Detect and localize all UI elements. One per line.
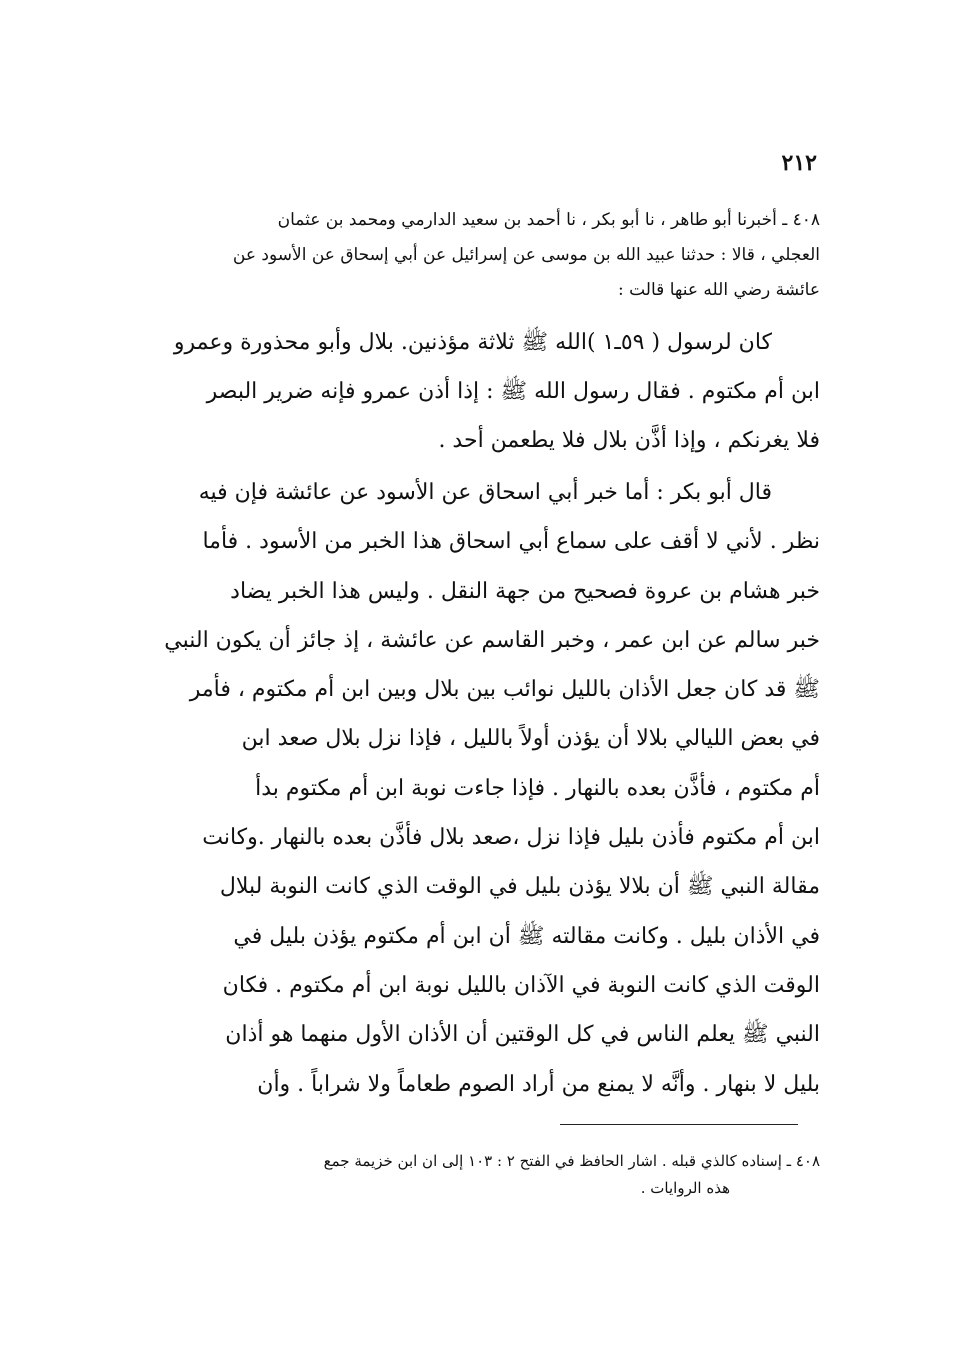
footnote-line: هذه الروايات . — [640, 1179, 730, 1197]
commentary-line: نظر . لأني لا أقف على سماع أبي اسحاق هذا الخبر من الأسود . فأما — [202, 529, 820, 555]
isnad-line: ٤٠٨ ـ أخبرنا أبو طاهر ، نا أبو بكر ، نا أحمد بن سعيد الدارمي ومحمد بن عثمان — [277, 210, 820, 230]
matn-line: ابن أم مكتوم . فقال رسول الله ﷺ : إذا أذن عمرو فإنه ضرير البصر — [206, 379, 820, 404]
matn-line: كان لرسول ( ٥٩ـ١ )الله ﷺ ثلاثة مؤذنين. بلال وأبو محذورة وعمرو — [173, 330, 772, 355]
commentary-line: في بعض الليالي بلالا أن يؤذن أولاً بالليل ، فإذا نزل بلال صعد ابن — [241, 726, 820, 752]
page-number: ٢١٢ — [781, 150, 817, 176]
commentary-line: خبر هشام بن عروة فصحيح من جهة النقل . وليس هذا الخبر يضاد — [230, 578, 820, 604]
commentary-line: قال أبو بكر : أما خبر أبي اسحاق عن الأسود عن عائشة فإن فيه — [198, 480, 772, 505]
commentary-line: بليل لا بنهار . وأنَّه لا يمنع من أراد الصوم طعاماً ولا شراباً . وأن — [257, 1071, 820, 1097]
hadith-chain-of-narration — [140, 203, 820, 308]
hadith-text — [140, 318, 820, 465]
matn-line: فلا يغرنكم ، وإذا أذَّن بلال فلا يطعمن أحد . — [438, 428, 820, 453]
commentary-line: ابن أم مكتوم فأذن بليل فإذا نزل ،صعد بلال فأذَّن بعده بالنهار .وكانت — [202, 825, 820, 851]
isnad-line: العجلي ، قالا : حدثنا عبيد الله بن موسى عن إسرائيل عن أبي إسحاق عن الأسود عن — [232, 245, 820, 265]
commentary-line: النبي ﷺ يعلم الناس في كل الوقتين أن الأذان الأول منهما هو أذان — [225, 1022, 820, 1048]
commentary-line: مقالة النبي ﷺ أن بلالا يؤذن بليل في الوقت الذي كانت النوبة لبلال — [219, 874, 820, 900]
commentary-line: الوقت الذي كانت النوبة في الآذان بالليل نوبة ابن أم مكتوم . فكان — [222, 972, 820, 998]
commentary-line: ﷺ قد كان جعل الأذان بالليل نوائب بين بلال وبين ابن أم مكتوم ، فأمر — [189, 677, 820, 703]
isnad-line: عائشة رضي الله عنها قالت : — [617, 280, 820, 300]
footnote-divider — [560, 1124, 798, 1125]
footnote-line: ٤٠٨ ـ إسناده كالذي قبله . اشار الحافظ في الفتح ٢ : ١٠٣ إلى ان ابن خزيمة جمع — [323, 1152, 820, 1170]
footnotes — [140, 1148, 820, 1202]
commentary-line: أم مكتوم ، فأذَّن بعده بالنهار . فإذا جاءت نوبة ابن أم مكتوم بدأ — [255, 775, 820, 801]
commentary-line: خبر سالم عن ابن عمر ، وخبر القاسم عن عائشة ، إذ جائز أن يكون النبي — [164, 627, 820, 653]
commentary-paragraph — [140, 468, 820, 1109]
commentary-line: في الأذان بليل . وكانت مقالته ﷺ أن ابن أم مكتوم يؤذن بليل في — [233, 923, 820, 949]
